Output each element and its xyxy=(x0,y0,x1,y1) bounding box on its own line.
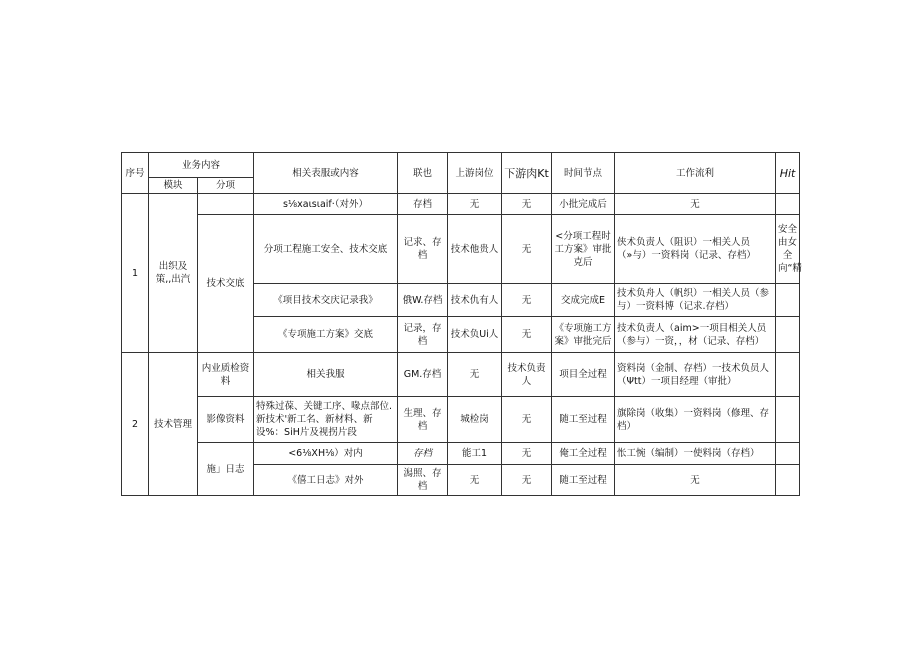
upstream-cell: 能工1 xyxy=(448,443,502,465)
timepoint-cell: <分项工程时工方案》审批克后 xyxy=(552,215,615,284)
downstream-cell: 无 xyxy=(502,194,552,215)
upstream-cell: 无 xyxy=(448,465,502,496)
note-cell: 安全由女全向“精 xyxy=(776,215,800,284)
module-cell: 技术管理 xyxy=(149,353,198,496)
table-row xyxy=(122,443,800,465)
upstream-cell: 技术仇有人 xyxy=(448,284,502,317)
workflow-cell: 无 xyxy=(615,194,776,215)
subitem-cell: 影像资料 xyxy=(198,397,254,443)
upstream-cell: 无 xyxy=(448,353,502,397)
timepoint-cell: 小批完成后 xyxy=(552,194,615,215)
header-module: 模块 xyxy=(149,178,198,194)
subitem-cell: 施」日志 xyxy=(198,443,254,496)
note-cell xyxy=(776,465,800,496)
forms-cell: 《专项施工方案》交底 xyxy=(254,317,398,353)
copies-cell: 潟照、存档 xyxy=(398,465,448,496)
forms-cell: 相关我服 xyxy=(254,353,398,397)
header-hit: Hit xyxy=(776,153,800,194)
forms-cell: s⅛xaιsιaif·（对外） xyxy=(254,194,398,215)
forms-cell: 《项目技术交庆记录我》 xyxy=(254,284,398,317)
subitem-cell xyxy=(198,194,254,215)
downstream-cell: 无 xyxy=(502,317,552,353)
header-workflow: 工作流利 xyxy=(615,153,776,194)
timepoint-cell: 项目全过程 xyxy=(552,353,615,397)
upstream-cell: 无 xyxy=(448,194,502,215)
downstream-cell: 无 xyxy=(502,443,552,465)
copies-cell: GM.存档 xyxy=(398,353,448,397)
table-row xyxy=(122,353,800,397)
subitem-cell: 内业质检资料 xyxy=(198,353,254,397)
header-upstream: 上游岗位 xyxy=(448,153,502,194)
header-row xyxy=(122,153,800,178)
workflow-cell: 技术负责人（aim>一项目相关人员（参与）一资，，材（记录、存档） xyxy=(615,317,776,353)
workflow-cell: 旗除岗（收集）一资料岗（修理、存档） xyxy=(615,397,776,443)
note-cell xyxy=(776,284,800,317)
timepoint-cell: 俺工全过程 xyxy=(552,443,615,465)
note-cell xyxy=(776,194,800,215)
subitem-cell: 技术交底 xyxy=(198,215,254,353)
note-cell xyxy=(776,353,800,397)
forms-cell: 《僖工日志》对外 xyxy=(254,465,398,496)
table-row xyxy=(122,215,800,284)
timepoint-cell: 随工至过程 xyxy=(552,397,615,443)
header-subitem: 分项 xyxy=(198,178,254,194)
workflow-cell: 资料岗（金制、存档）一技术负员人（Ψtt）一项目经理（审批） xyxy=(615,353,776,397)
header-seq: 序号 xyxy=(122,153,149,194)
copies-cell: 记录，存档 xyxy=(398,317,448,353)
downstream-cell: 无 xyxy=(502,465,552,496)
forms-cell: 特殊过葆、关键工序、喙点部位.新技术'新工名、新材料、新设%：SiH片及视拐片段 xyxy=(254,397,398,443)
header-timepoint: 时间节点 xyxy=(552,153,615,194)
workflow-cell: 技术负舟人（帆织）一相关人员（参与）一资料博（记求.存档） xyxy=(615,284,776,317)
seq-cell: 2 xyxy=(122,353,149,496)
note-cell xyxy=(776,397,800,443)
forms-cell: <6⅛XH⅛）对内 xyxy=(254,443,398,465)
copies-cell: 存档 xyxy=(398,443,448,465)
seq-cell: 1 xyxy=(122,194,149,353)
copies-cell: 存档 xyxy=(398,194,448,215)
header-business: 业务内容 xyxy=(149,153,254,178)
timepoint-cell: 交成完成E xyxy=(552,284,615,317)
upstream-cell: 技术负Ui人 xyxy=(448,317,502,353)
copies-cell: 记求、存档 xyxy=(398,215,448,284)
business-table xyxy=(121,152,800,496)
downstream-cell: 无 xyxy=(502,215,552,284)
table-row xyxy=(122,194,800,215)
table-row xyxy=(122,397,800,443)
note-cell xyxy=(776,443,800,465)
workflow-cell: 侠术负责人（阻识）一相关人员（»与）一资料岗（记录、存档） xyxy=(615,215,776,284)
timepoint-cell: 随工至过程 xyxy=(552,465,615,496)
header-copies: 联也 xyxy=(398,153,448,194)
header-forms: 相关表服或内容 xyxy=(254,153,398,194)
upstream-cell: 技术他贵人 xyxy=(448,215,502,284)
downstream-cell: 技术负责人 xyxy=(502,353,552,397)
note-cell xyxy=(776,317,800,353)
workflow-cell: 怅工惋（编制）一使料岗（存档） xyxy=(615,443,776,465)
upstream-cell: 城检岗 xyxy=(448,397,502,443)
workflow-cell: 无 xyxy=(615,465,776,496)
timepoint-cell: 《专项施工方案》审批完后 xyxy=(552,317,615,353)
module-cell: 出织及策,,出汽 xyxy=(149,194,198,353)
downstream-cell: 无 xyxy=(502,284,552,317)
copies-cell: 俄W.存档 xyxy=(398,284,448,317)
downstream-cell: 无 xyxy=(502,397,552,443)
header-downstream: 下游肉Kt xyxy=(502,153,552,194)
copies-cell: 生理、存档 xyxy=(398,397,448,443)
forms-cell: 分项工程施工安全、技术交底 xyxy=(254,215,398,284)
